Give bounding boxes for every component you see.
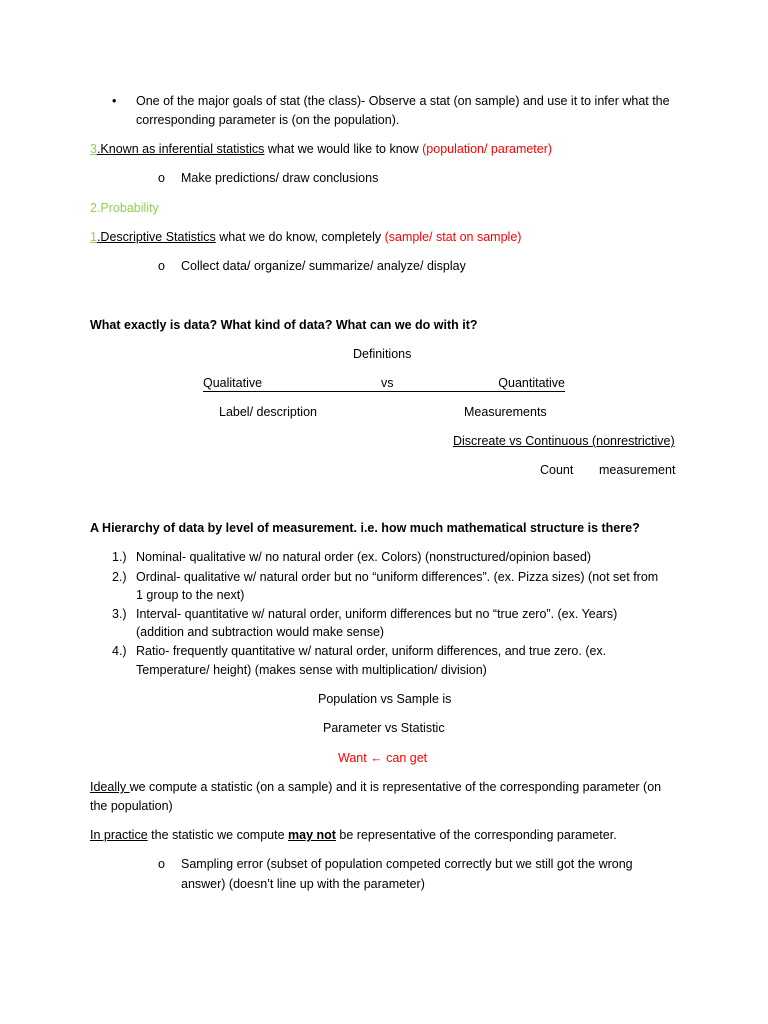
list-marker: o [158, 857, 165, 871]
descriptive-sub: Collect data/ organize/ summarize/ analyze/ display [181, 259, 466, 273]
ideally-rest: we compute a statistic (on a sample) and it is representative of the corresponding parameter (on [129, 780, 662, 794]
sampling-error-line-2: answer) (doesn’t line up with the parameter) [181, 877, 425, 891]
measurement-label: measurement [599, 463, 676, 477]
vs-label: vs [381, 376, 394, 390]
parameter-vs-statistic: Parameter vs Statistic [323, 721, 445, 735]
inferential-paren: (population/ parameter) [422, 142, 553, 156]
list-item: Ordinal- qualitative w/ natural order but no “uniform differences”. (ex. Pizza sizes) (not set from [136, 570, 659, 584]
ideally-lead: Ideally [90, 780, 130, 794]
inferential-heading [90, 140, 552, 159]
inferential-number: 3 [90, 142, 97, 156]
practice-rest: be representative of the corresponding parameter. [335, 828, 617, 842]
descriptive-rest: what we do know, completely [215, 230, 385, 244]
list-marker: o [158, 171, 165, 185]
list-item-continued: 1 group to the next) [136, 588, 245, 602]
goals-line-1: One of the major goals of stat (the class)- Observe a stat (on sample) and use it to infer what the [136, 94, 670, 108]
qualitative-label: Qualitative [203, 376, 263, 390]
discrete-continuous: Discreate vs Continuous (nonrestrictive) [453, 434, 675, 448]
goals-line-2: corresponding parameter is (on the population). [136, 113, 400, 127]
list-item-number: 2.) [112, 570, 127, 584]
list-item-number: 4.) [112, 644, 127, 658]
ideally-line-2: the population) [90, 799, 173, 813]
quantitative-label: Quantitative [498, 376, 565, 390]
descriptive-number: 1 [90, 230, 97, 244]
qualitative-vs-quantitative [203, 374, 565, 393]
list-marker: o [158, 259, 165, 273]
list-item: Interval- quantitative w/ natural order, uniform differences but no “true zero”. (ex. Years) [136, 607, 618, 621]
descriptive-title: .Descriptive Statistics [96, 230, 216, 244]
inferential-rest: what we would like to know [264, 142, 423, 156]
list-item-number: 1.) [112, 550, 127, 564]
definitions-title: Definitions [353, 347, 412, 361]
descriptive-paren: (sample/ stat on sample) [384, 230, 522, 244]
population-vs-sample: Population vs Sample is [318, 692, 452, 706]
bullet-icon: • [112, 94, 117, 108]
data-question-heading: What exactly is data? What kind of data? What can we do with it? [90, 318, 478, 332]
hierarchy-heading: A Hierarchy of data by level of measurement. i.e. how much mathematical structure is there? [90, 521, 640, 535]
practice-mid: the statistic we compute [147, 828, 289, 842]
may-not-emphasis: may not [288, 828, 336, 842]
practice-line [90, 826, 617, 845]
list-item: Nominal- qualitative w/ no natural order (ex. Colors) (nonstructured/opinion based) [136, 550, 592, 564]
measurements-label: Measurements [464, 405, 547, 419]
descriptive-heading [90, 228, 521, 247]
inferential-sub: Make predictions/ draw conclusions [181, 171, 379, 185]
inferential-title: .Known as inferential statistics [96, 142, 265, 156]
list-item: Ratio- frequently quantitative w/ natural order, uniform differences, and true zero. (ex. [136, 644, 607, 658]
list-item-number: 3.) [112, 607, 127, 621]
label-description: Label/ description [219, 405, 317, 419]
probability-heading: 2.Probability [90, 201, 159, 215]
list-item-continued: Temperature/ height) (makes sense with multiplication/ division) [136, 663, 487, 677]
ideally-line-1 [90, 778, 661, 797]
practice-lead: In practice [90, 828, 148, 842]
list-item-continued: (addition and subtraction would make sense) [136, 625, 385, 639]
want-can-get: Want ← can get [338, 751, 428, 765]
sampling-error-line-1: Sampling error (subset of population competed correctly but we still got the wrong [181, 857, 633, 871]
count-label: Count [540, 463, 574, 477]
